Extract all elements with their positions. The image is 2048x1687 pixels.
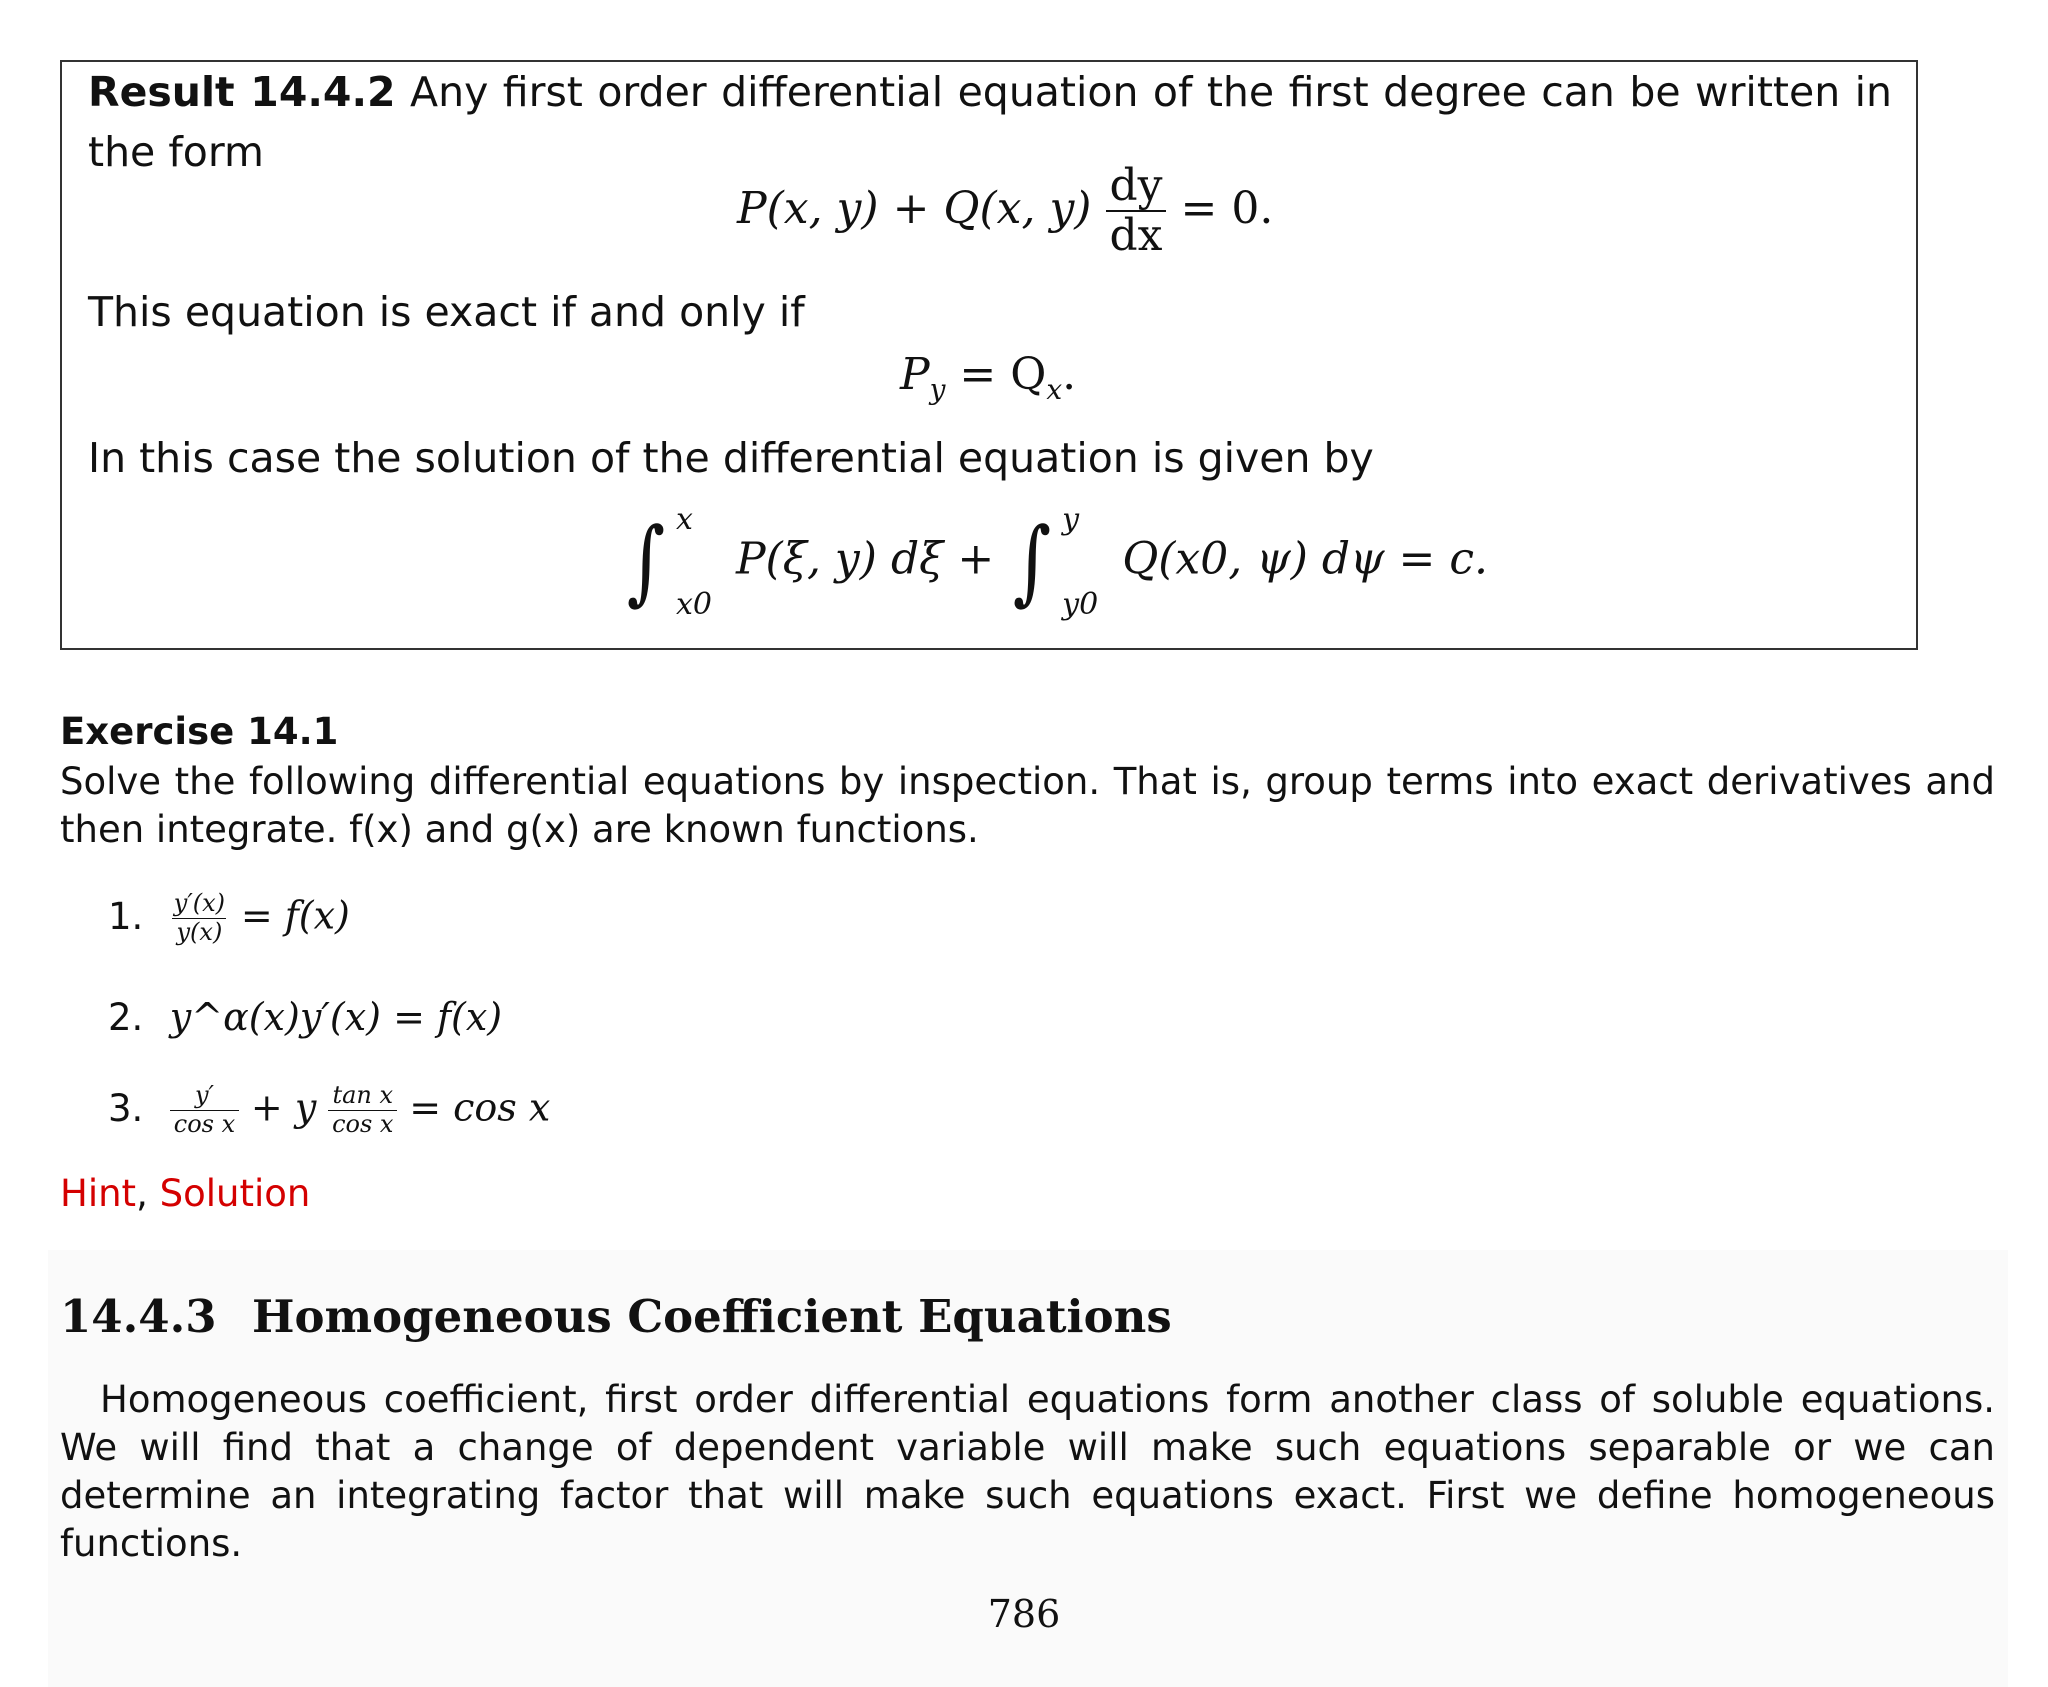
integral-1-lower: x0 — [675, 587, 712, 622]
equation-1 — [737, 162, 1273, 261]
page-number: 786 — [987, 1592, 1061, 1636]
integral-1-limits — [676, 502, 712, 622]
equation-2 — [900, 349, 1076, 406]
exact-condition-text: This equation is exact if and only if — [88, 288, 805, 336]
hint-link[interactable]: Hint — [60, 1172, 137, 1215]
equation-2-sub-x: x — [1046, 372, 1063, 406]
equation-3 — [622, 502, 1488, 622]
equation-2-end: . — [1062, 349, 1077, 400]
exercise-item-3-numerator-1: y′ — [194, 1081, 214, 1109]
exercise-item-1 — [108, 890, 350, 946]
integral-2-upper: y — [1062, 502, 1080, 537]
result-box — [60, 60, 1918, 650]
equation-2-mid: = Q — [945, 349, 1047, 400]
integral-2-lower: y0 — [1062, 587, 1099, 622]
exercise-item-3-numerator-2: tan x — [332, 1081, 394, 1109]
integral-1-body: P(ξ, y) dξ + — [735, 533, 995, 585]
equation-2-p: P — [900, 349, 930, 400]
exercise-item-1-label: 1. — [108, 894, 144, 938]
exercise-item-1-denominator: y(x) — [172, 918, 226, 947]
section-title: Homogeneous Coefficient Equations — [252, 1290, 1172, 1343]
exercise-item-3-fraction-1 — [170, 1082, 239, 1138]
equation-1-denominator: dx — [1106, 210, 1167, 260]
exercise-item-3-denominator-2: cos x — [328, 1110, 397, 1139]
equation-1-right: = 0. — [1180, 182, 1274, 234]
exercise-item-1-rest: = f(x) — [240, 893, 350, 938]
exercise-item-2 — [108, 995, 502, 1039]
result-label: Result 14.4.2 — [88, 68, 396, 116]
exercise-title: Exercise 14.1 — [60, 710, 339, 753]
exercise-item-1-numerator: y′(x) — [173, 889, 226, 917]
integral-sign-1: ∫ — [626, 508, 666, 615]
integral-2-limits — [1062, 502, 1098, 622]
exercise-item-3-label: 3. — [108, 1086, 144, 1130]
exercise-body: Solve the following differential equations by inspection. That is, group terms into exact derivatives and then integrate. f(x) and g(x) are known functions. — [60, 760, 1995, 851]
exercise-item-3-mid: + y — [250, 1085, 317, 1130]
exercise-item-3 — [108, 1082, 550, 1138]
equation-2-sub-y: y — [929, 372, 946, 406]
solution-text: In this case the solution of the differential equation is given by — [88, 434, 1374, 482]
exercise-item-3-rest: = cos x — [409, 1085, 551, 1130]
equation-1-fraction — [1105, 162, 1166, 261]
equation-1-left: P(x, y) + Q(x, y) — [737, 182, 1092, 234]
exercise-item-2-label: 2. — [108, 996, 144, 1039]
exercise-item-3-fraction-2 — [328, 1082, 397, 1138]
result-intro-text: Any first order differential equation of the first degree can be written in the form — [88, 68, 1892, 176]
section-number: 14.4.3 — [60, 1290, 217, 1343]
integral-sign-2: ∫ — [1012, 508, 1052, 615]
exercise-item-2-expression: y^α(x)y′(x) = f(x) — [169, 995, 503, 1039]
link-separator: , — [136, 1172, 148, 1215]
integral-1-upper: x — [675, 502, 693, 537]
section-heading — [60, 1290, 1172, 1343]
solution-link[interactable]: Solution — [159, 1172, 311, 1215]
exercise-item-3-denominator-1: cos x — [170, 1110, 239, 1139]
section-body: Homogeneous coefficient, first order differential equations form another class of soluble equations. We will find that a change of dependent variable will make such equations separable or we can determine an integrating factor that will make such equations exact. First we define homogeneous functions. — [60, 1378, 1995, 1565]
exercise-item-1-fraction — [170, 890, 229, 946]
integral-2-body: Q(x0, ψ) dψ = c. — [1122, 533, 1489, 585]
exercise-links — [60, 1172, 310, 1215]
equation-1-numerator: dy — [1109, 160, 1163, 211]
